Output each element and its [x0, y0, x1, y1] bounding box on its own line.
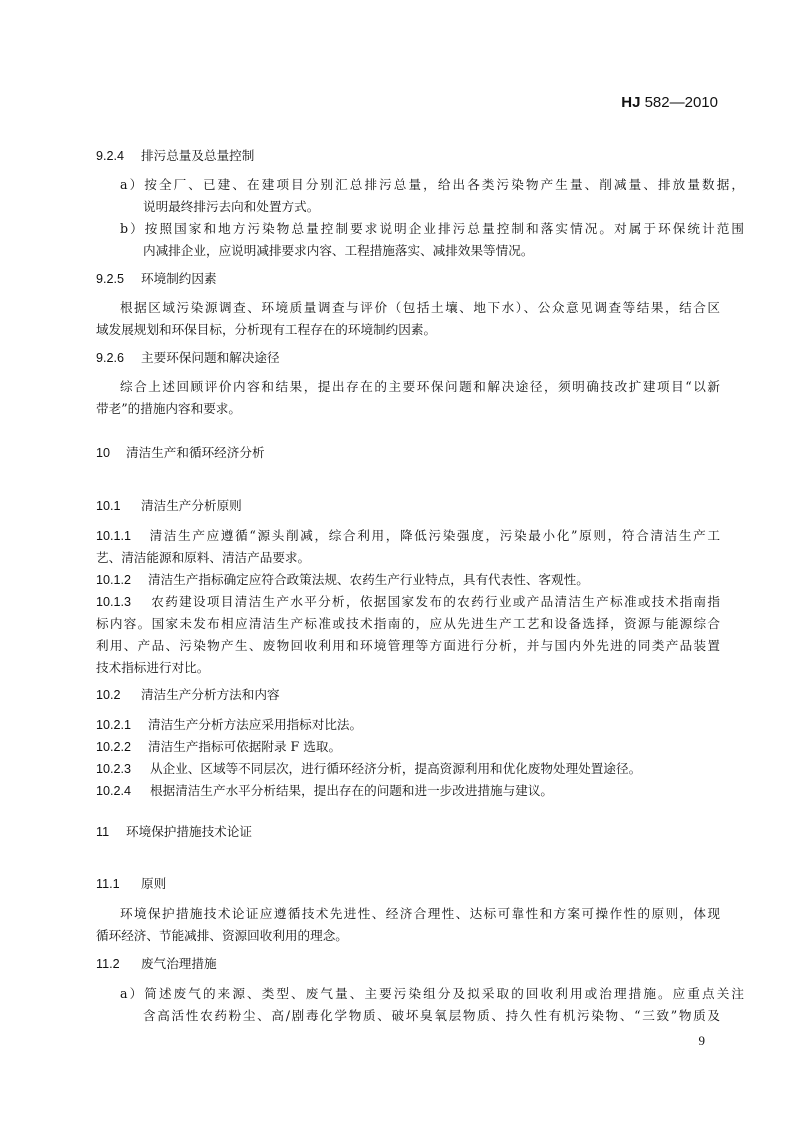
list-item-a-line2: 说明最终排污去向和处置方式。 [143, 199, 320, 214]
paragraph-line: 环境保护措施技术论证应遵循技术先进性、经济合理性、达标可靠性和方案可操作性的原则，体现 [120, 906, 720, 921]
standard-code-header [621, 94, 718, 111]
heading-11-1: 11.1 原则 [96, 876, 167, 891]
standard-prefix: HJ [621, 94, 641, 111]
heading-11-2: 11.2 废气治理措施 [96, 956, 217, 971]
clause-10-1-3-line2: 标内容。国家未发布相应清洁生产标准或技术指南的，应从先进生产工艺和设备选择，资源与能源综合 [96, 616, 720, 631]
clause-10-2-3: 10.2.3 从企业、区域等不同层次，进行循环经济分析，提高资源利用和优化废物处理处置途径。 [96, 761, 642, 776]
paragraph-line: 综合上述回顾评价内容和结果，提出存在的主要环保问题和解决途径，须明确技改扩建项目“以新 [120, 379, 720, 394]
heading-9-2-6: 9.2.6 主要环保问题和解决途径 [96, 350, 280, 365]
clause-10-1-3-line1: 10.1.3 农药建设项目清洁生产水平分析，依据国家发布的农药行业或产品清洁生产标准或技术指南指 [96, 594, 720, 609]
paragraph-line: 根据区域污染源调查、环境质量调查与评价（包括土壤、地下水）、公众意见调查等结果，结合区 [120, 300, 720, 315]
list-item-a-line1: a）简述废气的来源、类型、废气量、主要污染组分及拟采取的回收利用或治理措施。应重点关注 [120, 986, 744, 1001]
clause-10-2-2: 10.2.2 清洁生产指标可依据附录 F 选取。 [96, 739, 342, 754]
clause-10-1-2: 10.1.2 清洁生产指标确定应符合政策法规、农药生产行业特点，具有代表性、客观性。 [96, 572, 589, 587]
heading-9-2-4: 9.2.4 排污总量及总量控制 [96, 148, 255, 163]
list-item-a-line2: 含高活性农药粉尘、高/剧毒化学物质、破坏臭氧层物质、持久性有机污染物、“三致”物质及 [143, 1008, 720, 1023]
clause-10-2-4: 10.2.4 根据清洁生产水平分析结果，提出存在的问题和进一步改进措施与建议。 [96, 783, 553, 798]
clause-10-1-1-line1: 10.1.1 清洁生产应遵循“源头削减，综合利用，降低污染强度，污染最小化”原则，符合清洁生产工 [96, 528, 720, 543]
clause-10-1-3-line3: 利用、产品、污染物产生、废物回收利用和环境管理等方面进行分析，并与国内外先进的同类产品装置 [96, 638, 720, 653]
heading-10-2: 10.2 清洁生产分析方法和内容 [96, 687, 280, 702]
heading-10: 10 清洁生产和循环经济分析 [96, 445, 265, 460]
standard-number: 582—2010 [644, 94, 718, 111]
paragraph-line: 带老”的措施内容和要求。 [96, 401, 241, 416]
list-item-b-line2: 内减排企业，应说明减排要求内容、工程措施落实、减排效果等情况。 [143, 243, 534, 258]
paragraph-line: 域发展规划和环保目标，分析现有工程存在的环境制约因素。 [96, 322, 437, 337]
list-item-b-line1: b）按照国家和地方污染物总量控制要求说明企业排污总量控制和落实情况。对属于环保统计范围 [120, 221, 744, 236]
clause-10-2-1: 10.2.1 清洁生产分析方法应采用指标对比法。 [96, 717, 363, 732]
list-item-a-line1: a）按全厂、已建、在建项目分别汇总排污总量，给出各类污染物产生量、削减量、排放量数据， [120, 177, 744, 192]
heading-9-2-5: 9.2.5 环境制约因素 [96, 271, 217, 286]
clause-10-1-3-line4: 技术指标进行对比。 [96, 660, 210, 675]
heading-11: 11 环境保护措施技术论证 [96, 824, 252, 839]
paragraph-line: 循环经济、节能减排、资源回收利用的理念。 [96, 928, 348, 943]
page-number: 9 [698, 1033, 705, 1048]
heading-10-1: 10.1 清洁生产分析原则 [96, 498, 242, 513]
clause-10-1-1-line2: 艺、清洁能源和原料、清洁产品要求。 [96, 550, 311, 565]
